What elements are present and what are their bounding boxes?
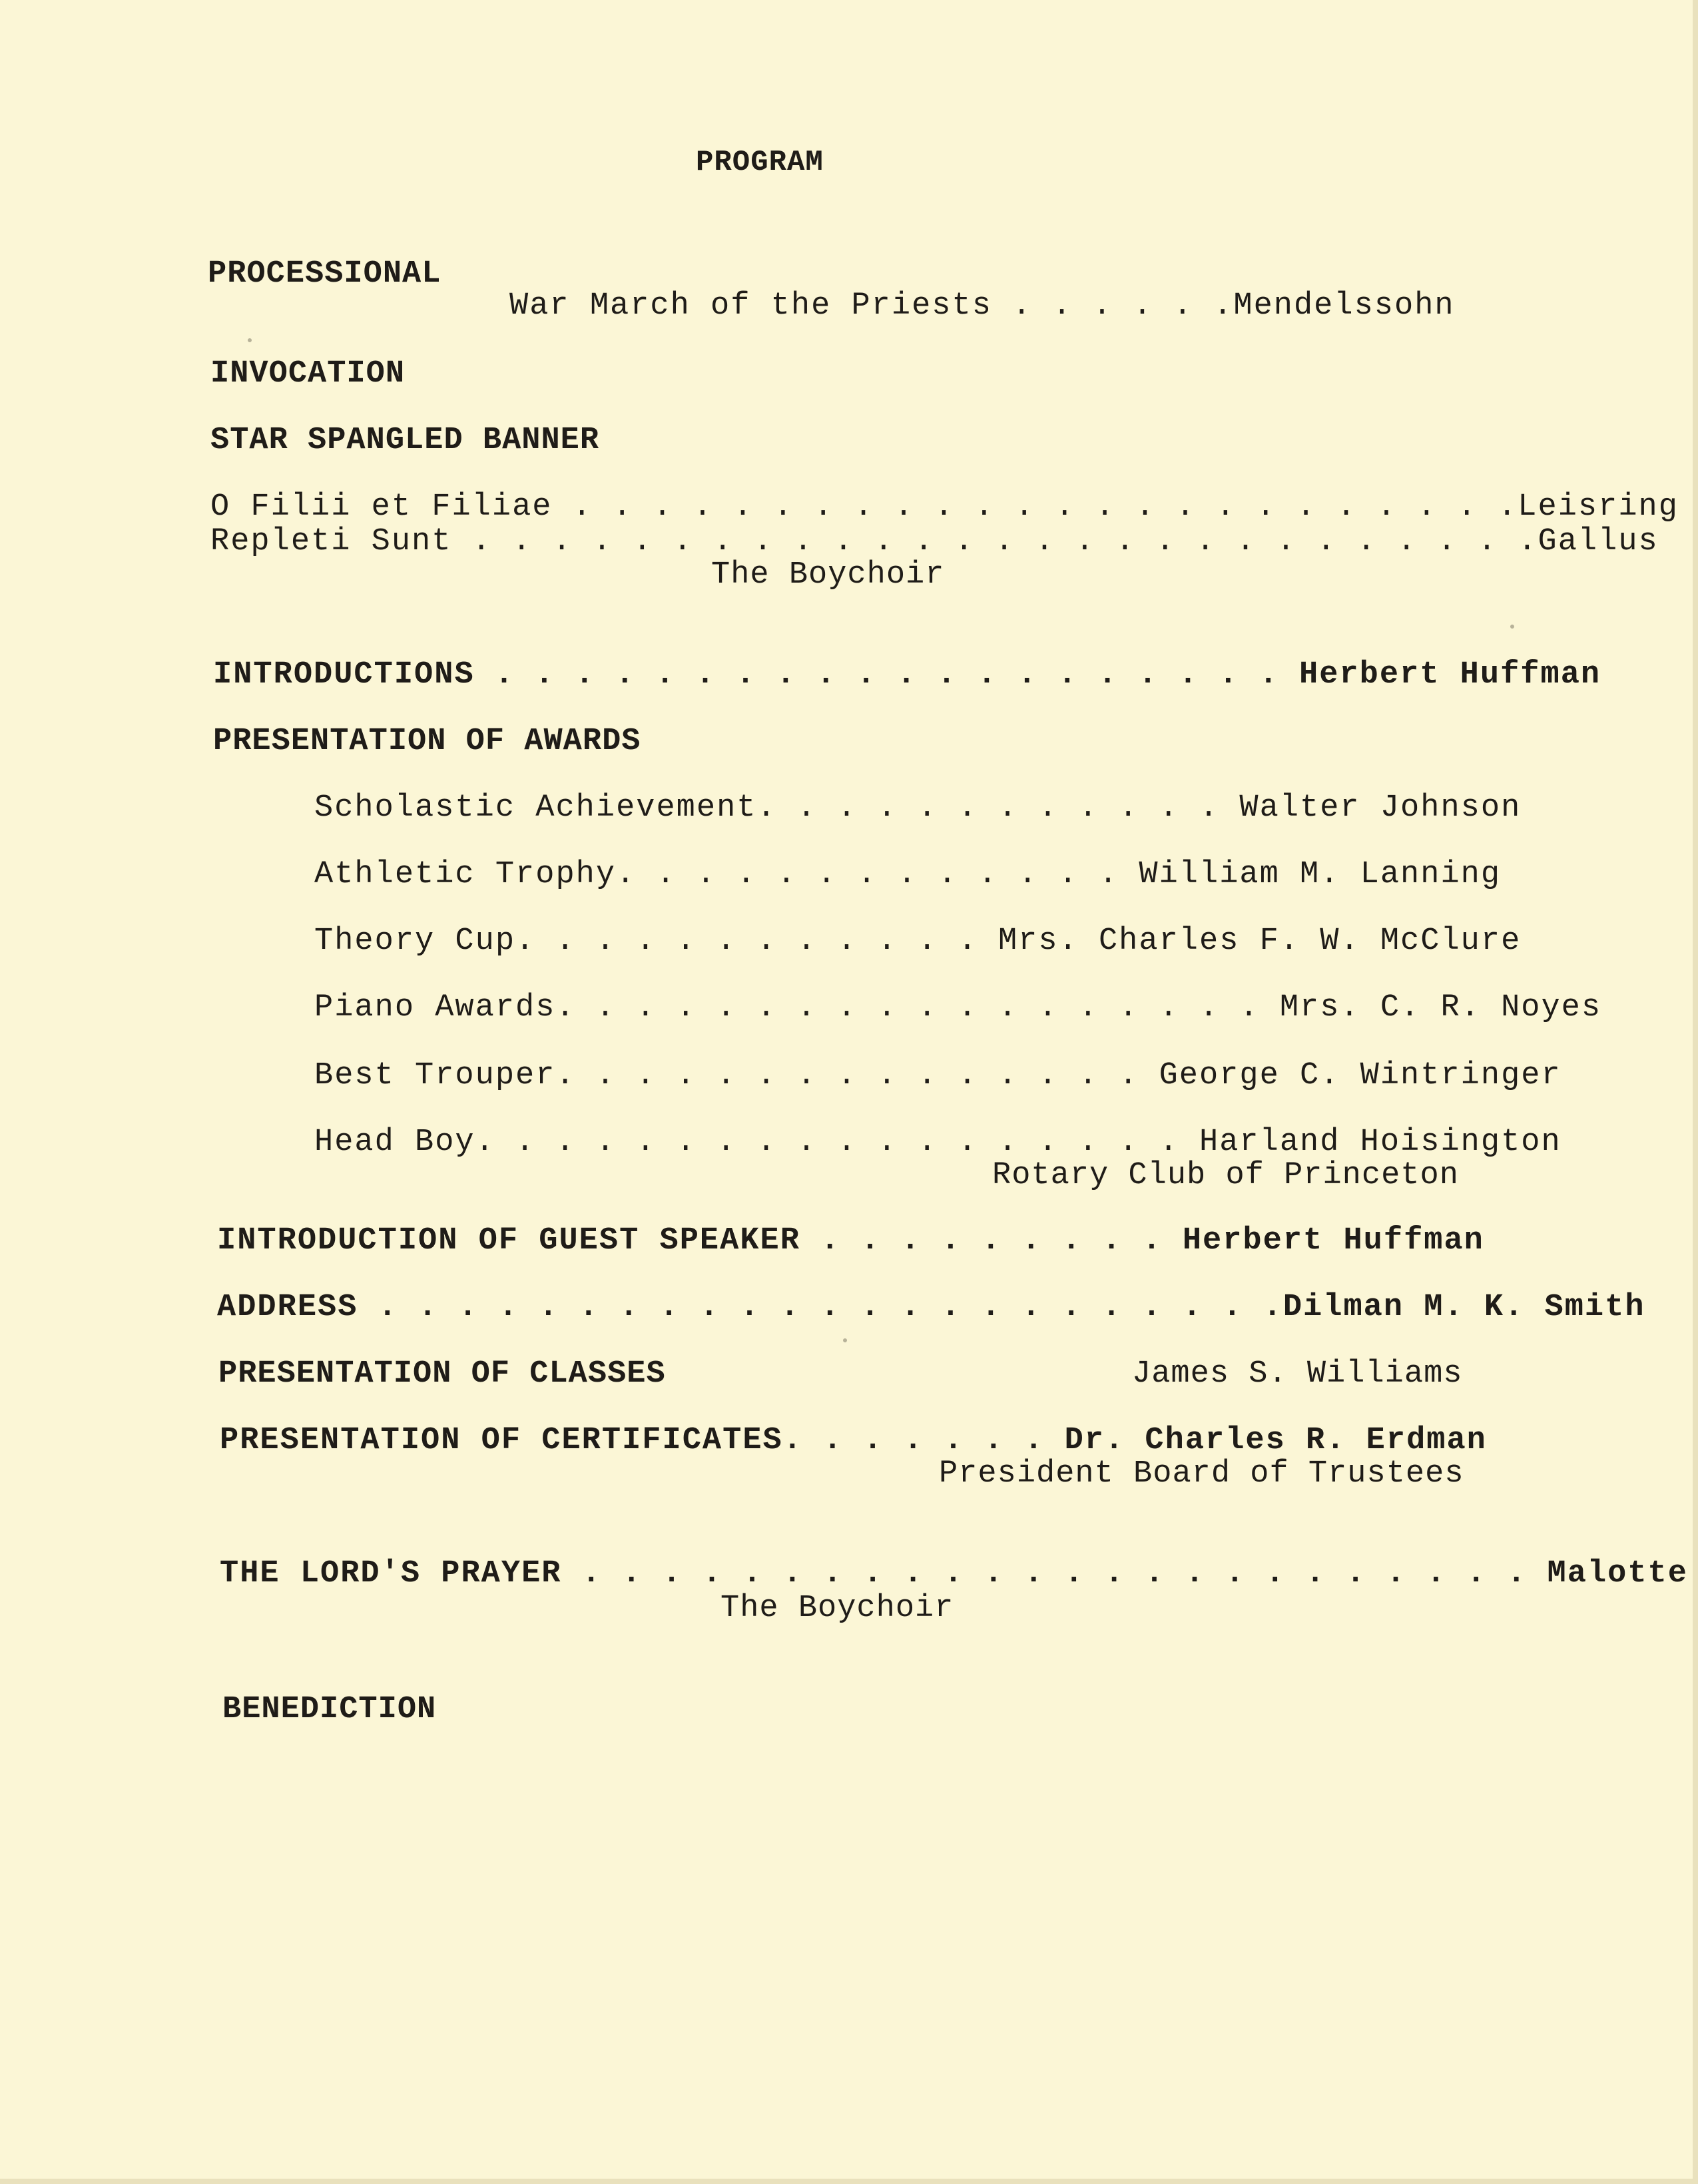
paper-speck bbox=[1510, 625, 1514, 629]
anthem-label: STAR SPANGLED BANNER bbox=[210, 423, 600, 458]
song-o-filii: O Filii et Filiae . . . . . . . . . . . . . . . . . . . . . . . .Leisring bbox=[210, 489, 1679, 525]
classes-presenter: James S. Williams bbox=[1132, 1356, 1463, 1392]
award-athletic: Athletic Trophy. . . . . . . . . . . . . William M. Lanning bbox=[314, 857, 1502, 892]
introductions-line: INTRODUCTIONS . . . . . . . . . . . . . . . . . . . . Herbert Huffman bbox=[213, 657, 1601, 692]
song-repleti-sunt: Repleti Sunt . . . . . . . . . . . . . . . . . . . . . . . . . . .Gallus bbox=[210, 524, 1659, 559]
award-scholastic: Scholastic Achievement. . . . . . . . . . . . Walter Johnson bbox=[314, 790, 1522, 826]
certificates-line: PRESENTATION OF CERTIFICATES. . . . . . . Dr. Charles R. Erdman bbox=[220, 1423, 1487, 1458]
benediction-label: BENEDICTION bbox=[222, 1692, 437, 1727]
paper-speck bbox=[843, 1338, 847, 1342]
invocation-label: INVOCATION bbox=[210, 356, 406, 392]
lords-prayer-line: THE LORD'S PRAYER . . . . . . . . . . . . . . . . . . . . . . . . Malotte bbox=[220, 1556, 1688, 1591]
award-trouper: Best Trouper. . . . . . . . . . . . . . . George C. Wintringer bbox=[314, 1058, 1561, 1093]
program-title: PROGRAM bbox=[696, 146, 824, 179]
paper-speck bbox=[248, 338, 252, 342]
choir-credit-2: The Boychoir bbox=[720, 1591, 954, 1626]
awards-heading: PRESENTATION OF AWARDS bbox=[213, 724, 641, 759]
award-piano: Piano Awards. . . . . . . . . . . . . . . . . . Mrs. C. R. Noyes bbox=[314, 990, 1602, 1025]
guest-speaker-line: INTRODUCTION OF GUEST SPEAKER . . . . . . . . . Herbert Huffman bbox=[217, 1223, 1484, 1258]
processional-piece: War March of the Priests . . . . . .Mendelssohn bbox=[509, 288, 1455, 324]
award-headboy-sub: Rotary Club of Princeton bbox=[992, 1158, 1459, 1193]
award-headboy: Head Boy. . . . . . . . . . . . . . . . . . Harland Hoisington bbox=[314, 1125, 1561, 1160]
choir-credit-1: The Boychoir bbox=[711, 557, 945, 593]
address-line: ADDRESS . . . . . . . . . . . . . . . . . . . . . . .Dilman M. K. Smith bbox=[217, 1290, 1645, 1325]
processional-label: PROCESSIONAL bbox=[208, 256, 441, 292]
classes-label: PRESENTATION OF CLASSES bbox=[218, 1356, 666, 1392]
certificates-sub: President Board of Trustees bbox=[939, 1456, 1464, 1492]
award-theory: Theory Cup. . . . . . . . . . . . Mrs. Charles F. W. McClure bbox=[314, 924, 1522, 959]
